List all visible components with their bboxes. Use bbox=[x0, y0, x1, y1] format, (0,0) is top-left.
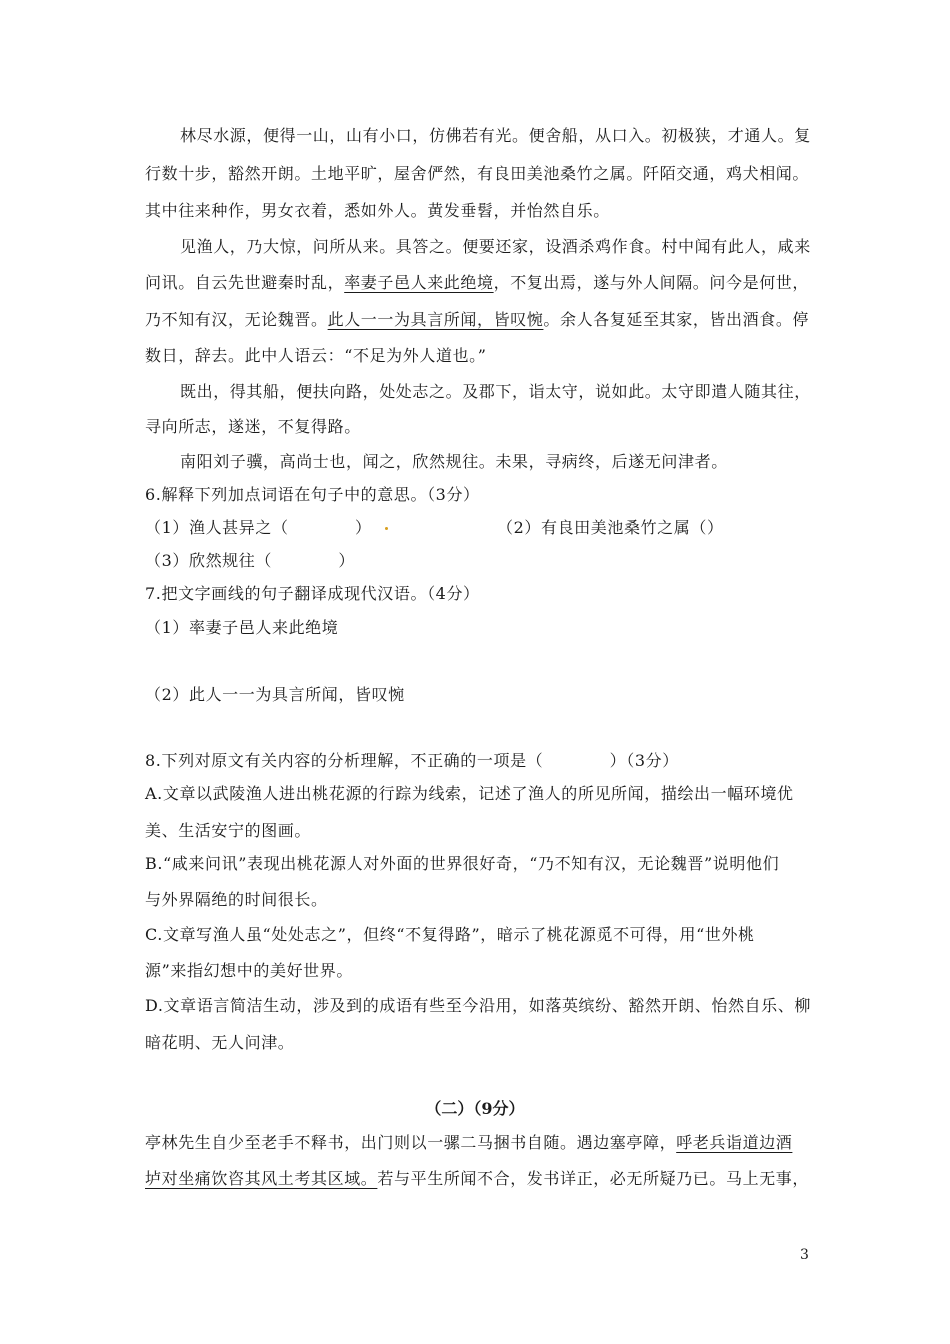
option-d-line: 暗花明、无人问津。 bbox=[145, 1033, 295, 1052]
passage-line: 南阳刘子骥，高尚士也，闻之，欣然规往。未果，寻病终，后遂无问津者。 bbox=[180, 452, 728, 471]
text-segment: 亭林先生自少至老手不释书，出门则以一骡二马捆书自随。遇边塞亭障， bbox=[145, 1133, 677, 1152]
page-number: 3 bbox=[800, 1247, 809, 1263]
option-c-line: 源”来指幻想中的美好世界。 bbox=[145, 961, 353, 980]
option-b-line: 与外界隔绝的时间很长。 bbox=[145, 890, 328, 909]
passage-line: 行数十步，豁然开朗。土地平旷，屋舍俨然，有良田美池桑竹之属。阡陌交通，鸡犬相闻。 bbox=[145, 164, 810, 183]
option-d-line: D.文章语言简洁生动，涉及到的成语有些至今沿用，如落英缤纷、豁然开朗、怡然自乐、柳 bbox=[145, 996, 811, 1015]
text-segment: ，不复出焉，遂与外人间隔。问今是何世， bbox=[493, 273, 810, 292]
passage-line bbox=[145, 1168, 809, 1190]
option-b-line: B.“咸来问讯”表现出桃花源人对外面的世界很好奇，“乃不知有汉，无论魏晋”说明他们 bbox=[145, 854, 780, 873]
question-7-stem: 7.把文字画线的句子翻译成现代汉语。（4分） bbox=[145, 584, 480, 603]
passage-line: 数日，辞去。此中人语云：“不足为外人道也。” bbox=[145, 346, 487, 365]
passage-line: 既出，得其船，便扶向路，处处志之。及郡下，诣太守，说如此。太守即遣人随其往， bbox=[180, 382, 811, 401]
text-segment: 问讯。自云先世避秦时乱， bbox=[145, 273, 345, 292]
text-segment: 若与平生所闻不合，发书详正，必无所疑乃已。马上无事， bbox=[377, 1169, 810, 1188]
underlined-sentence-3: 呼老兵诣道边酒 bbox=[676, 1133, 793, 1152]
passage-line bbox=[145, 1132, 792, 1154]
passage-line: 见渔人，乃大惊，问所从来。具答之。便要还家，设酒杀鸡作食。村中闻有此人，咸来 bbox=[180, 237, 811, 256]
question-7-item-1: （1）率妻子邑人来此绝境 bbox=[145, 618, 339, 637]
question-6-item-2: （2）有良田美池桑竹之属（） bbox=[497, 518, 724, 537]
passage-line: 林尽水源，便得一山，山有小口，仿佛若有光。便舍船，从口入。初极狭，才通人。复 bbox=[180, 126, 811, 145]
passage-line bbox=[145, 272, 809, 294]
option-c-line: C.文章写渔人虽“处处志之”，但终“不复得路”，暗示了桃花源觅不可得，用“世外桃 bbox=[145, 925, 755, 944]
underlined-sentence-1: 率妻子邑人来此绝境 bbox=[344, 273, 494, 292]
question-7-item-2: （2）此人一一为具言所闻，皆叹惋 bbox=[145, 685, 405, 704]
marker-dot bbox=[385, 527, 388, 530]
option-a-line: A.文章以武陵渔人进出桃花源的行踪为线索，记述了渔人的所见所闻，描绘出一幅环境优 bbox=[145, 784, 794, 803]
section-heading: （二）（9分） bbox=[425, 1099, 525, 1118]
passage-line bbox=[145, 309, 809, 331]
question-8-stem: 8.下列对原文有关内容的分析理解，不正确的一项是（ ）（3分） bbox=[145, 751, 679, 770]
option-a-line: 美、生活安宁的图画。 bbox=[145, 821, 312, 840]
underlined-sentence-3-cont: 垆对坐痛饮咨其风土考其区域。 bbox=[145, 1169, 378, 1188]
underlined-sentence-2: 此人一一为具言所闻，皆叹惋 bbox=[327, 310, 544, 329]
passage-line: 寻向所志，遂迷，不复得路。 bbox=[145, 417, 361, 436]
text-segment: 。余人各复延至其家，皆出酒食。停 bbox=[543, 310, 810, 329]
question-6-item-3: （3）欣然规往（ ） bbox=[145, 551, 355, 570]
question-6-item-1: （1）渔人甚异之（ ） bbox=[145, 518, 372, 537]
question-6-stem: 6.解释下列加点词语在句子中的意思。（3分） bbox=[145, 485, 480, 504]
passage-line: 其中往来种作，男女衣着，悉如外人。黄发垂髫，并怡然自乐。 bbox=[145, 201, 610, 220]
text-segment: 乃不知有汉，无论魏晋。 bbox=[145, 310, 328, 329]
